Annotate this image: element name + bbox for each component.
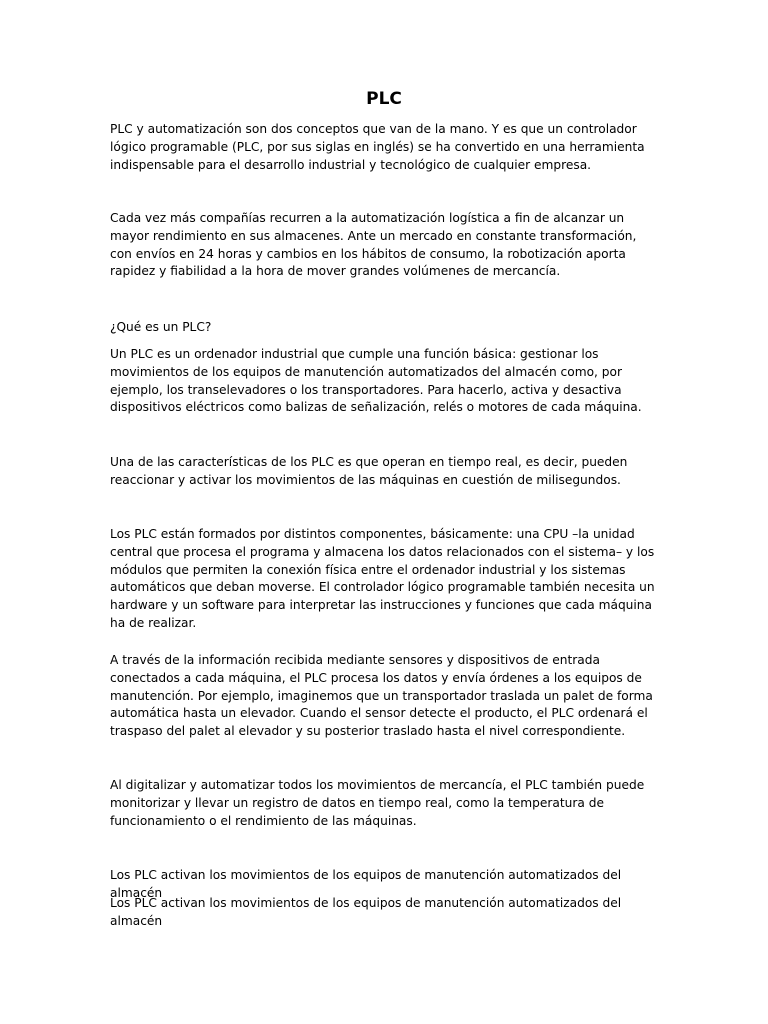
paragraph-automation: Cada vez más compañías recurren a la automatización logística a fin de alcanzar un mayor rendimiento en sus almacenes. Ante un mercado en constante transformación, con envíos en 24 horas y cambios en los hábitos de consumo, la robotización aporta rapidez y fiabilidad a la hora de mover grandes volúmenes de mercancía. [110,211,637,279]
paragraph-intro: PLC y automatización son dos conceptos que van de la mano. Y es que un controlador lógico programable (PLC, por sus siglas en inglés) se ha convertido en una herramienta indispensable para el desarrollo industrial y tecnológico de cualquier empresa. [110,122,645,172]
page-title: PLC [366,89,402,109]
paragraph-real-time: Una de las características de los PLC es que operan en tiempo real, es decir, pueden reaccionar y activar los movimientos de las máquinas en cuestión de milisegundos. [110,455,628,487]
paragraph-sensors: A través de la información recibida mediante sensores y dispositivos de entrada conectados a cada máquina, el PLC procesa los datos y envía órdenes a los equipos de manutención. Por ejemplo, imaginemos que un transportador traslada un palet de forma automática hasta un elevador. Cuando el sensor detecte el producto, el PLC ordenará el traspaso del palet al elevador y su posterior traslado hasta el nivel correspondiente. [110,653,653,739]
paragraph-definition: Un PLC es un ordenador industrial que cumple una función básica: gestionar los movimientos de los equipos de manutención automatizados del almacén como, por ejemplo, los transelevadores o los transportadores. Para hacerlo, activa y desactiva dispositivos eléctricos como balizas de señalización, relés o motores de cada máquina. [110,347,642,415]
section-heading-what-is-plc: ¿Qué es un PLC? [110,320,212,334]
paragraph-components: Los PLC están formados por distintos componentes, básicamente: una CPU –la unidad central que procesa el programa y almacena los datos relacionados con el sistema– y los módulos que permiten la conexión física entre el ordenador industrial y los sistemas automáticos que deban moverse. El controlador lógico programable también necesita un hardware y un software para interpretar las instrucciones y funciones que cada máquina ha de realizar. [110,527,655,630]
paragraph-caption-repeat: Los PLC activan los movimientos de los equipos de manutención automatizados del almacén [110,896,622,928]
paragraph-caption: Los PLC activan los movimientos de los equipos de manutención automatizados del almacén [110,868,622,900]
paragraph-digitalization: Al digitalizar y automatizar todos los movimientos de mercancía, el PLC también puede monitorizar y llevar un registro de datos en tiempo real, como la temperatura de funcionamiento o el rendimiento de las máquinas. [110,778,645,828]
